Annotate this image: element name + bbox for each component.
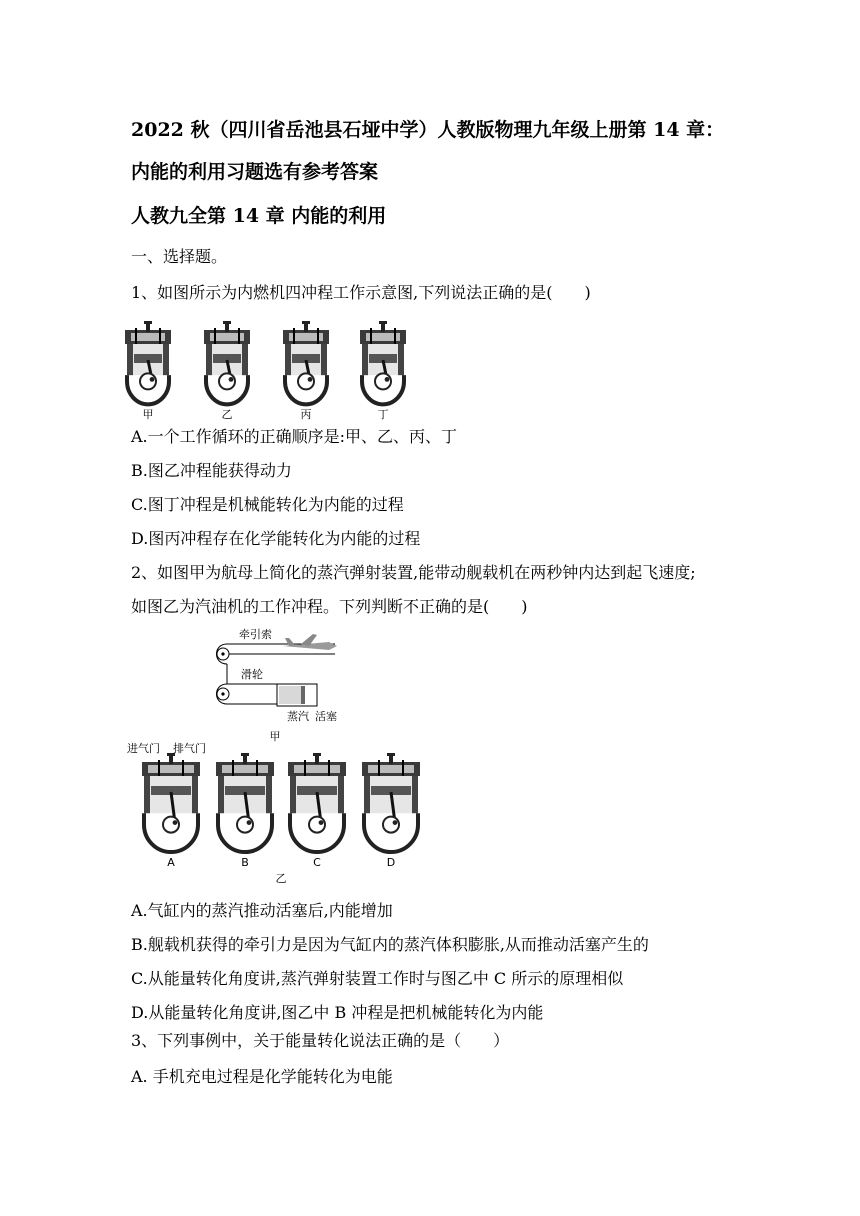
q1-engine-0 [125, 321, 171, 404]
q2-stem-line2: 如图乙为汽油机的工作冲程。下列判断不正确的是( ) [131, 597, 528, 616]
q2-option-d: D.从能量转化角度讲,图乙中 B 冲程是把机械能转化为内能 [131, 1003, 544, 1022]
q1-stem: 1、如图所示为内燃机四冲程工作示意图,下列说法正确的是( ) [131, 283, 591, 302]
q2-engine-3 [362, 753, 420, 852]
q1-figure-label-yi: 乙 [221, 408, 233, 421]
engine-label-a: A [167, 856, 175, 869]
section-heading: 一、选择题。 [131, 247, 228, 266]
q2-engine-2 [288, 753, 346, 852]
q1-option-b: B.图乙冲程能获得动力 [131, 461, 292, 480]
q1-engine-3 [360, 321, 406, 404]
catapult-steam-label: 蒸汽 [287, 710, 309, 723]
catapult-rope-label: 牵引索 [239, 628, 272, 641]
engine-stroke-diagram [125, 321, 406, 404]
q2-stem-line1: 2、如图甲为航母上简化的蒸汽弹射装置,能带动舰载机在两秒钟内达到起飞速度; [131, 563, 696, 582]
catapult-figure-caption: 甲 [269, 730, 281, 743]
exhaust-valve-label: 排气门 [173, 742, 206, 755]
q1-figure-label-jia: 甲 [142, 408, 154, 421]
chapter-heading: 人教九全第 14 章 内能的利用 [131, 205, 387, 227]
q1-option-c: C.图丁冲程是机械能转化为内能的过程 [131, 495, 404, 514]
catapult-piston-label: 活塞 [315, 710, 337, 723]
intake-valve-label: 进气门 [127, 742, 160, 755]
q2-catapult-figure [205, 626, 345, 744]
engine-label-d: D [386, 856, 396, 869]
q1-engine-figure [125, 318, 425, 422]
q2-engine-figure [125, 742, 445, 884]
q2-option-b: B.舰载机获得的牵引力是因为气缸内的蒸汽体积膨胀,从而推动活塞产生的 [131, 935, 649, 954]
catapult-pulley-label: 滑轮 [241, 668, 263, 681]
q1-option-d: D.图丙冲程存在化学能转化为内能的过程 [131, 529, 421, 548]
q1-figure-label-ding: 丁 [377, 408, 389, 421]
q1-option-a: A.一个工作循环的正确顺序是:甲、乙、丙、丁 [131, 427, 458, 446]
q1-engine-2 [283, 321, 329, 404]
engine-label-c: C [313, 856, 321, 869]
document-title-line1: 2022 秋（四川省岳池县石垭中学）人教版物理九年级上册第 14 章： [131, 119, 725, 141]
q2-option-a: A.气缸内的蒸汽推动活塞后,内能增加 [131, 901, 393, 920]
q3-stem: 3、下列事例中，关于能量转化说法正确的是（ ） [131, 1031, 510, 1050]
gasoline-engine-strokes [142, 753, 420, 852]
engine-figure-caption: 乙 [275, 872, 287, 884]
q2-option-c: C.从能量转化角度讲,蒸汽弹射装置工作时与图乙中 C 所示的原理相似 [131, 969, 624, 988]
q3-option-a: A. 手机充电过程是化学能转化为电能 [131, 1067, 393, 1086]
document-title-line2: 内能的利用习题选有参考答案 [131, 161, 379, 183]
q2-engine-1 [216, 753, 274, 852]
engine-label-b: B [241, 856, 249, 869]
q1-engine-1 [204, 321, 250, 404]
q1-figure-label-bing: 丙 [300, 408, 312, 421]
q2-engine-0 [142, 753, 200, 852]
